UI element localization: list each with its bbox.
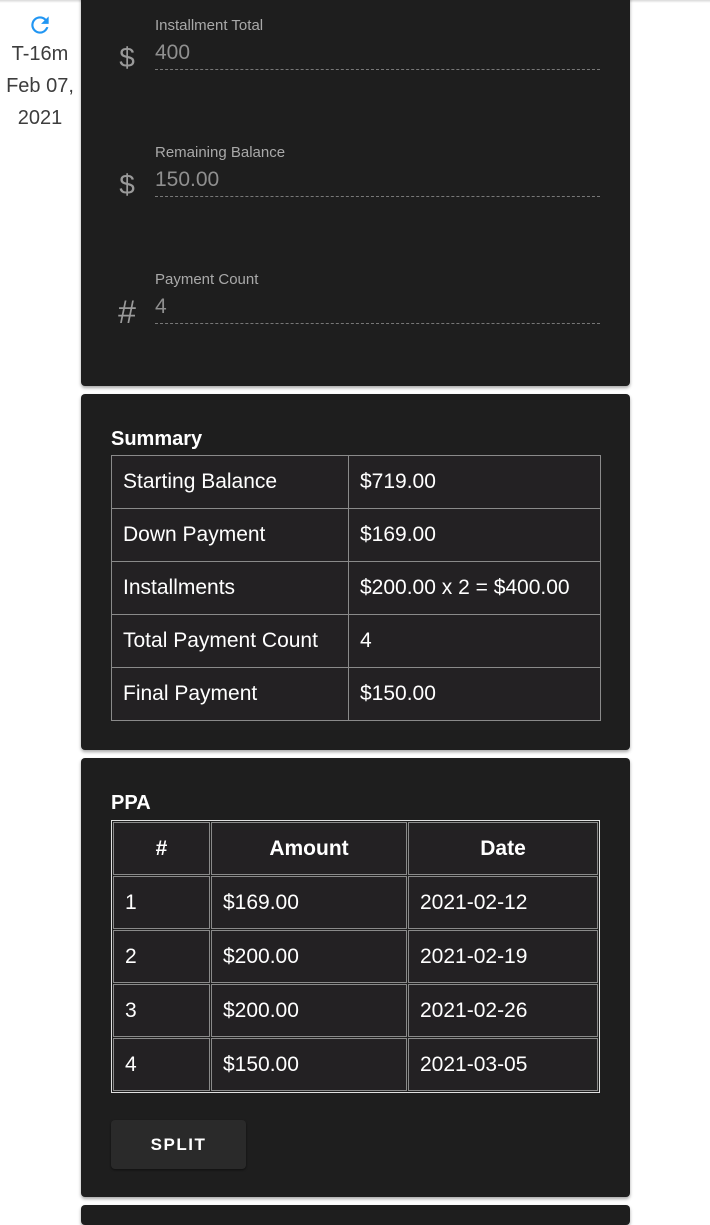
- summary-value: $719.00: [349, 456, 601, 509]
- payment-count-field[interactable]: [110, 271, 600, 331]
- table-header-row: [113, 822, 598, 875]
- payment-amount: $169.00: [211, 876, 407, 929]
- hash-icon: #: [118, 294, 136, 330]
- payment-count-label: Payment Count: [155, 271, 259, 288]
- summary-key: Total Payment Count: [112, 615, 349, 668]
- payment-date: 2021-03-05: [408, 1038, 598, 1091]
- refresh-icon[interactable]: [27, 12, 53, 38]
- summary-value: 4: [349, 615, 601, 668]
- payment-number: 3: [113, 984, 210, 1037]
- split-button[interactable]: SPLIT: [111, 1120, 246, 1169]
- payment-date: 2021-02-12: [408, 876, 598, 929]
- column-header-number: #: [113, 822, 210, 875]
- ppa-title: PPA: [111, 792, 151, 814]
- summary-key: Down Payment: [112, 509, 349, 562]
- summary-key: Starting Balance: [112, 456, 349, 509]
- payment-number: 2: [113, 930, 210, 983]
- installment-total-input[interactable]: 400: [155, 37, 600, 70]
- payment-number: 4: [113, 1038, 210, 1091]
- payment-count-input[interactable]: 4: [155, 291, 600, 324]
- summary-card: [81, 394, 630, 750]
- summary-value: $200.00 x 2 = $400.00: [349, 562, 601, 615]
- sidebar-status: [0, 12, 80, 134]
- installment-total-label: Installment Total: [155, 17, 264, 34]
- payment-amount: $150.00: [211, 1038, 407, 1091]
- summary-title: Summary: [111, 428, 203, 450]
- date-month-day: Feb 07,: [6, 75, 74, 97]
- table-row: [113, 930, 598, 983]
- column-header-date: Date: [408, 822, 598, 875]
- summary-value: $169.00: [349, 509, 601, 562]
- summary-key: Installments: [112, 562, 349, 615]
- table-row: [113, 984, 598, 1037]
- payment-amount: $200.00: [211, 984, 407, 1037]
- ppa-card: [81, 758, 630, 1197]
- dollar-icon: $: [119, 42, 135, 73]
- time-offset: T-16m: [11, 43, 69, 65]
- payment-date: 2021-02-26: [408, 984, 598, 1037]
- remaining-balance-label: Remaining Balance: [155, 144, 286, 161]
- ppa-table: [111, 820, 600, 1093]
- summary-value: $150.00: [349, 668, 601, 721]
- table-row: [113, 876, 598, 929]
- table-row: [112, 668, 601, 721]
- payment-number: 1: [113, 876, 210, 929]
- remaining-balance-field[interactable]: [110, 144, 600, 204]
- installment-total-field[interactable]: [110, 17, 600, 77]
- table-row: [112, 456, 601, 509]
- remaining-balance-input[interactable]: 150.00: [155, 164, 600, 197]
- payment-date: 2021-02-19: [408, 930, 598, 983]
- summary-key: Final Payment: [112, 668, 349, 721]
- payment-form-card: [81, 0, 630, 386]
- table-row: [112, 562, 601, 615]
- table-row: [112, 615, 601, 668]
- date-year: 2021: [17, 107, 63, 129]
- summary-table: [111, 455, 601, 721]
- payment-amount: $200.00: [211, 930, 407, 983]
- next-card: [81, 1205, 630, 1225]
- dollar-icon: $: [119, 169, 135, 200]
- table-row: [113, 1038, 598, 1091]
- table-row: [112, 509, 601, 562]
- column-header-amount: Amount: [211, 822, 407, 875]
